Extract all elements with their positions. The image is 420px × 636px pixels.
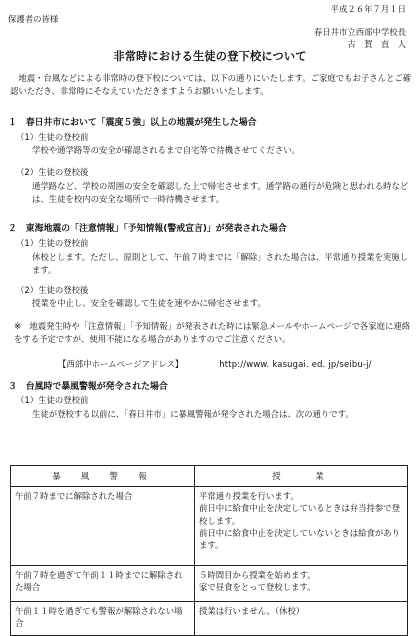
section-2-sub2-title: （2）生徒の登校後 [16, 285, 89, 295]
homepage-line [58, 359, 372, 371]
section-2-note: ※ 地震発生時や「注意情報」「予知情報」が発表された時には緊急メールやホームページで各家庭に連絡をする予定ですが、使用不能になる場合がありますのでご注意ください。 [14, 321, 411, 344]
table-cell-classes [195, 487, 408, 566]
section-1-sub1-title: （1）生徒の登校前 [16, 132, 89, 142]
table-header-row [11, 466, 408, 487]
section-1-sub1-text: 学校や通学路等の安全が確認されるまで自宅等で待機させてください。 [32, 145, 300, 155]
table-cell-condition: 午前１１時を過ぎても警報が解除されない場合 [11, 602, 195, 636]
issue-date: 平成２６年７月１日 [330, 4, 406, 14]
section-3-sub1-title: （1）生徒の登校前 [16, 395, 89, 405]
section-1-sub2-title: （2）生徒の登校後 [16, 167, 89, 177]
table-row [11, 602, 408, 636]
section-1-heading: １ 春日井市において「震度５強」以上の地震が発生した場合 [8, 118, 257, 128]
homepage-url[interactable]: http://www. kasugai. ed. jp/seibu-j/ [219, 359, 372, 369]
homepage-label: 【西部中ホームページアドレス】 [58, 359, 184, 369]
table-header-warning: 暴 風 警 報 [11, 466, 195, 487]
recipient: 保護者の皆様 [8, 14, 59, 24]
section-2-sub1-text: 休校とします。ただし、原則として、午前７時までに「解除」された場合は、平常通り授業を実施します。 [32, 252, 409, 275]
storm-warning-table [10, 465, 408, 636]
table-row [11, 487, 408, 566]
section-2-sub2-text: 授業を中止し、安全を確認して生徒を速やかに帰宅させます。 [32, 298, 266, 308]
sender-block [314, 26, 406, 50]
school-name: 春日井市立西部中学校長 [313, 27, 406, 37]
section-3-heading: ３ 台風時で暴風警報が発令された場合 [8, 382, 168, 392]
section-2-heading: ２ 東海地震の「注意情報」「予知情報(警戒宣言)」が発表された場合 [8, 224, 287, 234]
table-cell-classes [195, 602, 408, 636]
table-cell-condition: 午前７時までに解除された場合 [11, 487, 195, 566]
table-cell-classes [195, 566, 408, 602]
table-header-classes: 授 業 [195, 466, 408, 487]
section-3-sub1-text: 生徒が登校する以前に、「春日井市」に暴風警報が発令された場合は、次の通りです。 [32, 409, 354, 419]
table-cell-line: 前日中に給食中止を決定していないときは給食があります。 [199, 527, 400, 550]
document-title: 非常時における生徒の登下校について [113, 50, 307, 63]
table-cell-line: 家で昼食をとって登校します。 [199, 582, 316, 593]
section-1-sub2-text: 通学路など、学校の周囲の安全を確認した上で帰宅させます。通学路の通行が危険と思われる時などは、生徒を校内の安全な場所で一時待機させます。 [32, 181, 409, 204]
table-cell-condition: 午前７時を過ぎて午前１１時までに解除された場合 [11, 566, 195, 602]
table-row [11, 566, 408, 602]
principal-name: 古 賀 直 人 [347, 39, 406, 50]
table-cell-line: 授業は行いません。（休校） [199, 606, 305, 617]
intro-paragraph: 地震・台風などによる非常時の登下校については、以下の通りにいたします。ご家庭でもお子さんとご確認いただき、非常時にそなえていただきますようお願いいたします。 [10, 73, 412, 96]
table-cell-line: ５時間目から授業を始めます。 [199, 570, 316, 581]
table-cell-line: 前日中に給食中止を決定しているときは弁当持参で登校します。 [199, 503, 400, 526]
table-cell-line: 平常通り授業を行います。 [199, 491, 299, 502]
section-2-sub1-title: （1）生徒の登校前 [16, 238, 89, 248]
